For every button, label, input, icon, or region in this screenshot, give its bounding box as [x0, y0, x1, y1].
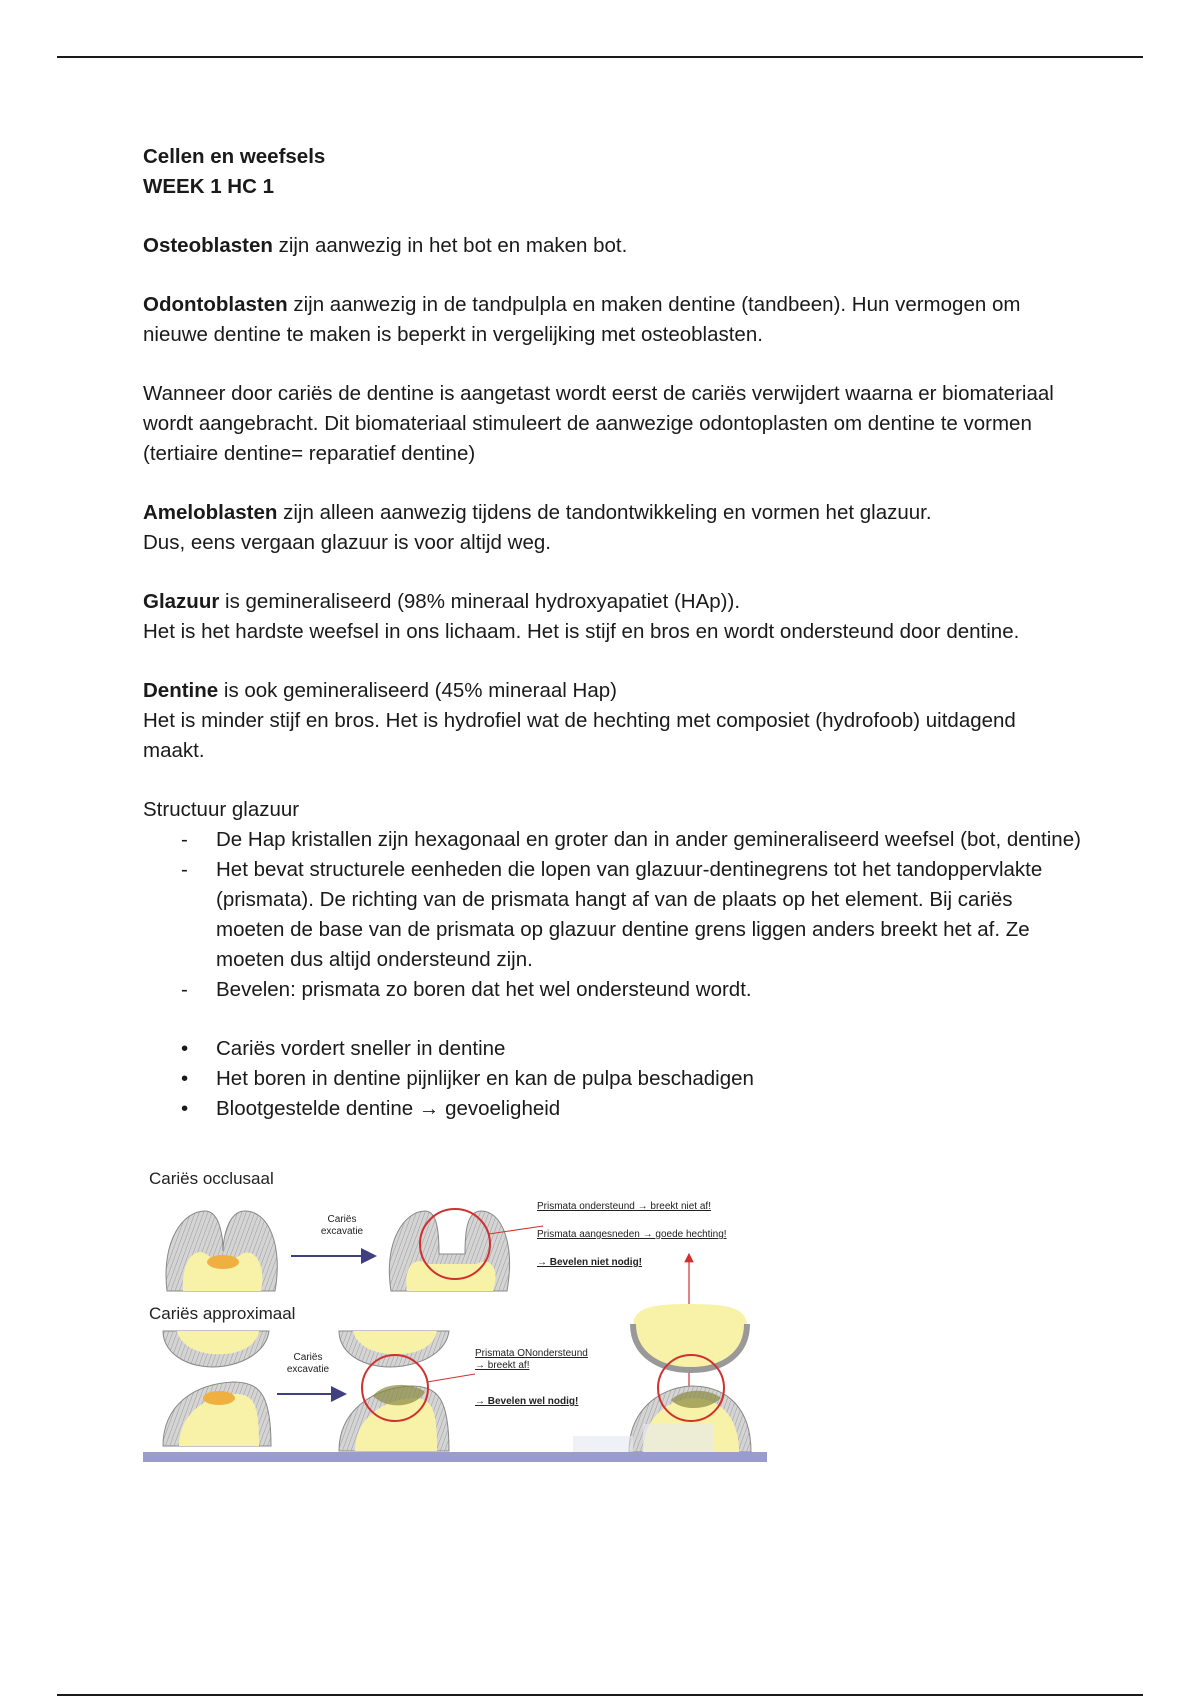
paragraph-dentine-line2: Het is minder stijf en bros. Het is hydrofiel wat de hechting met composiet (hydrofoob) uitdagend maakt.	[143, 709, 1016, 762]
dash-list-item: - Het bevat structurele eenheden die lopen van glazuur-dentinegrens tot het tandoppervlakte (prismata). De richting van de prismata hangt af van de plaats op het element. Bij cariës moeten de base van de prismata op glazuur dentine grens liggen anders breekt het af. Ze moeten dus altijd ondersteund zijn.	[143, 855, 1083, 975]
header-rule	[57, 56, 1143, 58]
dash-marker: -	[181, 978, 188, 1001]
dash-list-item: - Bevelen: prismata zo boren dat het wel ondersteund wordt.	[143, 975, 1083, 1005]
bullet-marker: •	[181, 1097, 189, 1120]
term-odontoblasten: Odontoblasten	[143, 293, 288, 316]
bullet-marker: •	[181, 1037, 189, 1060]
figure-title-approximal: Cariës approximaal	[149, 1304, 296, 1323]
arrow-label-approximal: Cariës excavatie	[286, 1352, 330, 1375]
occlusal-tooth-after	[389, 1209, 543, 1291]
text-odontoblasten: zijn aanwezig in de tandpulpla en maken dentine (tandbeen). Hun vermogen om nieuwe dentine te maken is beperkt in vergelijking met osteoblasten.	[143, 293, 1021, 346]
note-prismata-aangesneden: Prismata aangesneden → goede hechting!	[537, 1229, 727, 1240]
approximal-tooth-before	[163, 1331, 271, 1446]
note-prismata-onondersteund: Prismata ONondersteund → breekt af!	[475, 1348, 588, 1371]
paragraph-glazuur-line2: Het is het hardste weefsel in ons lichaam. Het is stijf en bros en wordt ondersteund door dentine.	[143, 620, 1020, 643]
paragraph-caries-dentine: Wanneer door cariës de dentine is aangetast wordt eerst de cariës verwijdert waarna er biomateriaal wordt aangebracht. Dit biomateriaal stimuleert de aanwezige odontoplasten om dentine te vormen (tertiaire dentine= reparatief dentine)	[143, 382, 1054, 465]
arrow-label-occlusal: Cariës excavatie	[320, 1214, 364, 1237]
dash-list-item: - De Hap kristallen zijn hexagonaal en groter dan in ander gemineraliseerd weefsel (bot, dentine)	[143, 825, 1083, 855]
bullet-list-item: • Het boren in dentine pijnlijker en kan de pulpa beschadigen	[143, 1064, 1083, 1094]
dash-list	[143, 825, 1083, 1005]
occlusal-tooth-before	[166, 1211, 277, 1291]
structure-heading: Structuur glazuur	[143, 798, 300, 821]
bullet-list-item: • Blootgestelde dentine → gevoeligheid	[143, 1094, 1083, 1124]
paragraph-ameloblasten	[143, 498, 1083, 528]
term-osteoblasten: Osteoblasten	[143, 234, 273, 257]
bullet-marker: •	[181, 1067, 189, 1090]
document-title: Cellen en weefsels	[143, 145, 326, 168]
paragraph-osteoblasten	[143, 231, 1083, 261]
text-ameloblasten: zijn alleen aanwezig tijdens de tandontwikkeling en vormen het glazuur.	[277, 501, 932, 524]
term-ameloblasten: Ameloblasten	[143, 501, 278, 524]
paragraph-odontoblasten	[143, 290, 1083, 350]
note-bevelen-wel-nodig: → Bevelen wel nodig!	[475, 1396, 579, 1407]
slide-footer-band	[143, 1452, 767, 1462]
text-dentine: is ook gemineraliseerd (45% mineraal Hap)	[218, 679, 617, 702]
bullet-list	[143, 1034, 1083, 1124]
document-subtitle: WEEK 1 HC 1	[143, 175, 274, 198]
paragraph-dentine	[143, 676, 1083, 706]
document-body	[143, 142, 1083, 1462]
note-prismata-ondersteund: Prismata ondersteund → breekt niet af!	[537, 1201, 711, 1212]
text-glazuur: is gemineraliseerd (98% mineraal hydroxyapatiet (HAp)).	[219, 590, 741, 613]
dash-marker: -	[181, 858, 188, 881]
term-glazuur: Glazuur	[143, 590, 220, 613]
footer-rule	[57, 1694, 1143, 1696]
approximal-tooth-after	[339, 1331, 475, 1451]
text-osteoblasten: zijn aanwezig in het bot en maken bot.	[272, 234, 628, 257]
paragraph-glazuur	[143, 587, 1083, 617]
term-dentine: Dentine	[143, 679, 219, 702]
caries-figure	[143, 1156, 767, 1462]
bullet-list-item: • Cariës vordert sneller in dentine	[143, 1034, 1083, 1064]
note-bevelen-niet-nodig: → Bevelen niet nodig!	[537, 1257, 643, 1268]
pointer-line	[427, 1374, 475, 1382]
figure-title-occlusal: Cariës occlusaal	[149, 1169, 274, 1188]
dash-marker: -	[181, 828, 188, 851]
paragraph-ameloblasten-line2: Dus, eens vergaan glazuur is voor altijd weg.	[143, 531, 551, 554]
